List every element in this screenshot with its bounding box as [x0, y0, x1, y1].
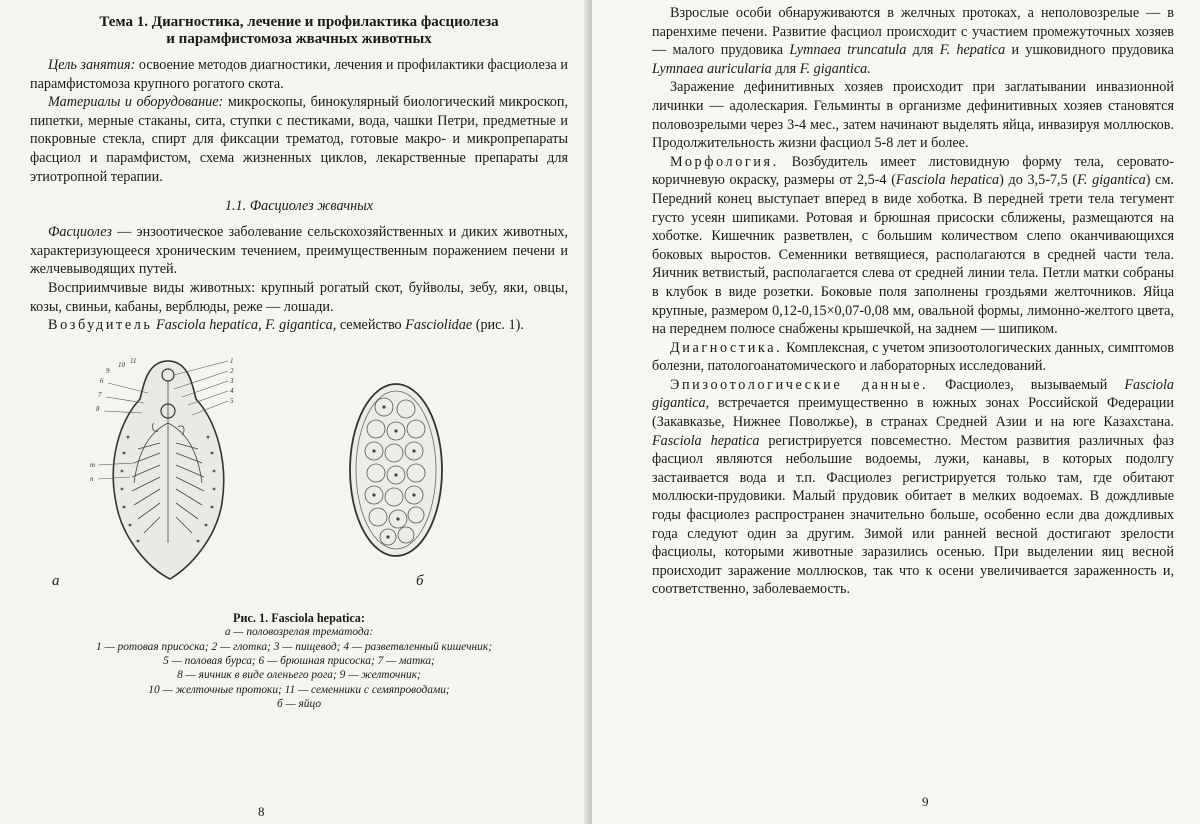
- goal-paragraph: [30, 56, 568, 93]
- epizootology-paragraph: [652, 376, 1174, 599]
- para1-species-1: Lymnaea truncatula: [783, 42, 907, 59]
- morphology-label: Морфология.: [670, 153, 779, 170]
- fig-label-4: 4: [230, 386, 234, 395]
- figure-label-b: б: [416, 572, 424, 589]
- fig-label-7: 7: [98, 390, 102, 399]
- fig-label-3: 3: [230, 376, 234, 385]
- fig-label-10: 10: [118, 360, 125, 369]
- epizootology-text-3: регистрируется повсеместно. Местом развития различных фаз фасциол являются небольшие водоемы, лужи, канавы, в которых подолгу застаивается вода и т.п. Фасциолез регистрируется только там, где обитают моллюски-прудовики. Малый прудовик обитает в мелких водоемах. В дождливые годы фасциолез распространен значительно больше, особенно если два дождливых года следуют один за другим. Зимой или ранней весной достигают зрелости фасциолы, которыми животные заразились осенью. При выделении яиц весной происходит заражение моллюсков, так что к осени увеличивается зараженность и, соответственно, заболеваемость.: [652, 432, 1174, 598]
- title-line-2: и парамфистомоза жвачных животных: [166, 31, 432, 47]
- page-number-left: 8: [258, 804, 265, 819]
- caption-line: 10 — желточные протоки; 11 — семенники с семяпроводами;: [148, 683, 450, 696]
- epizootology-species-1: Fasciola gigantica: [652, 376, 1174, 412]
- epizootology-species-2: Fasciola hepatica: [652, 432, 760, 449]
- figure-caption: [30, 611, 568, 712]
- goal-label: Цель занятия:: [48, 57, 136, 73]
- section-title: 1.1. Фасциолез жвачных: [224, 198, 374, 215]
- fig-label-n: n: [90, 474, 94, 483]
- para1-species-3: Lymnaea auricularia: [652, 60, 772, 77]
- fig-label-6: 6: [100, 376, 104, 385]
- fig-label-1: 1: [230, 356, 234, 365]
- topic-title: [30, 14, 568, 48]
- pathogen-label: Возбудитель: [48, 317, 153, 334]
- infection-paragraph: Заражение дефинитивных хозяев происходит при заглатывании инвазионной личинки — адолескария. Гельминты в организме дефинитивных хозяев становятся половозрелыми через 3-4 мес., затем начинают выделять яйца, инвазируя моллюсков. Продолжительность жизни фасциол 5-8 лет и более.: [652, 79, 1174, 152]
- title-line-1: Тема 1. Диагностика, лечение и профилактика фасциолеза: [99, 14, 499, 30]
- goal-text: освоение методов диагностики, лечения и профилактики фасциолеза и парамфистомоза крупного рогатого скота.: [30, 57, 568, 92]
- pathogen-family-prefix: семейство: [336, 317, 406, 334]
- fascioliasis-paragraph: [30, 223, 568, 279]
- morphology-text-1: Возбудитель имеет листовидную форму тела, серовато-коричневую окраску, размеры от 2,5-4 (: [652, 153, 1174, 189]
- fascioliasis-text: — энзоотическое заболевание сельскохозяйственных и диких животных, характеризующееся хроническим течением, преимущественным поражением печени и желчевыводящих путей.: [30, 224, 568, 278]
- fig-label-m: m: [90, 460, 96, 469]
- morphology-species-2: F. gigantica: [1077, 172, 1146, 189]
- caption-line: 5 — половая бурса; 6 — брюшная присоска; 7 — матка;: [163, 654, 435, 667]
- para1-species-2: F. hepatica: [933, 42, 1006, 59]
- fluke-illustration: [78, 353, 258, 585]
- fig-label-2: 2: [230, 366, 234, 375]
- egg-illustration: [346, 377, 446, 563]
- caption-line: а — половозрелая трематода:: [224, 626, 374, 639]
- materials-paragraph: [30, 93, 568, 186]
- materials-text: микроскопы, бинокулярный биологический микроскоп, пипетки, мерные стаканы, сита, ступки с пестиками, вода, чашки Петри, предметные и покровные стекла, спирт для фиксации трематод, готовые макро- и микропрепараты фасциол и парамфистом, схема жизненных циклов, лекарственные препараты для этиотропной терапии.: [30, 94, 568, 185]
- fig-label-9: 9: [106, 366, 110, 375]
- species-paragraph: Восприимчивые виды животных: крупный рогатый скот, буйволы, зебу, яки, овцы, козы, свиньи, кабаны, верблюды, реже — лошади.: [30, 279, 568, 315]
- para1-mid-2: и ушковидного прудовика: [1005, 42, 1174, 59]
- morphology-text-2: ) до 3,5-7,5 (: [999, 172, 1078, 189]
- fig-label-11: 11: [130, 356, 137, 365]
- epizootology-label: Эпизоотологические данные.: [670, 376, 929, 393]
- fig-label-5: 5: [230, 396, 234, 405]
- pathogen-paragraph: [30, 316, 568, 335]
- pathogen-family: Fasciolidae: [405, 317, 473, 334]
- para1-species-4: F. gigantica.: [796, 60, 871, 77]
- morphology-species-1: Fasciola hepatica: [895, 172, 1000, 189]
- para1-text: Взрослые особи обнаруживаются в желчных протоках, а неполовозрелые — в паренхиме печени. Развитие фасциол происходит с участием промежуточных хозяев — малого прудовика: [652, 5, 1174, 59]
- morphology-paragraph: [652, 153, 1174, 339]
- figure-label-a: а: [52, 572, 60, 589]
- caption-line: 1 — ротовая присоска; 2 — глотка; 3 — пищевод; 4 — разветвленный кишечник;: [95, 640, 492, 653]
- fascioliasis-label: Фасциолез: [48, 224, 112, 241]
- diagnostics-paragraph: [652, 339, 1174, 376]
- fig-label-8: 8: [96, 404, 100, 413]
- para1-mid-3: для: [771, 60, 797, 77]
- pathogen-figure-ref: (рис. 1).: [472, 317, 524, 334]
- para1-mid-1: для: [906, 42, 934, 59]
- epizootology-text-2: , встречается преимущественно в южных зонах Российской Федерации (Закавказье, Нижнее Поволжье), в странах Средней Азии и на юге Казахстана.: [652, 395, 1174, 431]
- morphology-text-3: ) см. Передний конец выступает вперед в виде хоботка. В передней трети тела тегумент густо усеян шипиками. Ротовая и брюшная присоски сближены, размещаются на хоботке. Кишечник разветвлен, с большим количеством слепо оканчивающихся боковых выростов. Семенники ветвящиеся, располагаются в средней части тела. Яичник ветвистый, располагается слева от средней линии тела. Петли матки собраны в клубок в виде розетки. Боковые поля заполнены гроздьями желточников. Яйца крупные, размером 0,12-0,15×0,07-0,08 мм, овальной формы, лимонно-желтого цвета, на переднем полюсе снабжены крышечкой, на заднем — шипиком.: [652, 172, 1174, 338]
- diagnostics-label: Диагностика.: [670, 339, 783, 356]
- left-page: [0, 0, 590, 824]
- pathogen-species: Fasciola hepatica, F. gigantica,: [152, 317, 337, 334]
- page-number-right: 9: [922, 794, 929, 809]
- development-paragraph: [652, 4, 1174, 78]
- diagnostics-text: Комплексная, с учетом эпизоотологических данных, симптомов болезни, патологоанатомического и лабораторных исследований.: [652, 339, 1174, 375]
- figure-1: [30, 347, 568, 605]
- caption-line: 8 — яичник в виде оленьего рога; 9 — желточник;: [177, 669, 421, 682]
- right-page: [592, 0, 1200, 824]
- caption-line: б — яйцо: [276, 698, 322, 711]
- caption-title: Рис. 1. Fasciola hepatica:: [233, 610, 365, 625]
- materials-label: Материалы и оборудование:: [48, 94, 224, 111]
- epizootology-text-1: Фасциолез, вызываемый: [928, 376, 1125, 393]
